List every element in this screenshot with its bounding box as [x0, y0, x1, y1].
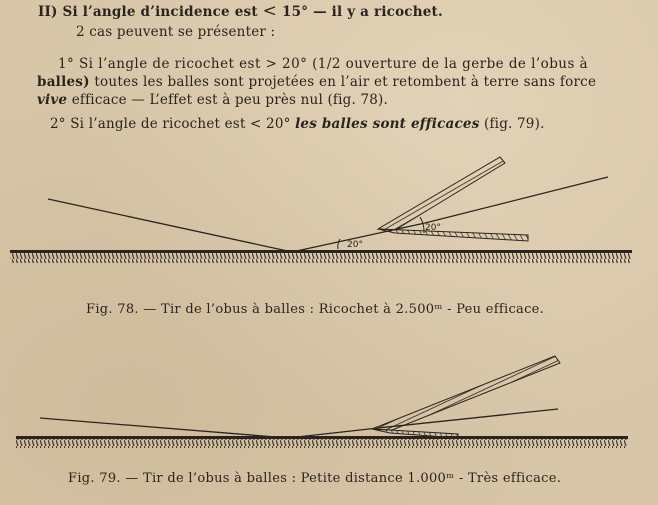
case1-line2-rest: toutes les balles sont projetées en l’air et retombent à terre sans force	[94, 74, 597, 90]
ground-hatch-78	[10, 253, 632, 263]
incoming-trajectory-79	[40, 418, 288, 438]
case1-line1: 1° Si l’angle de ricochet est > 20° (1/2 ouverture de la gerbe de l’obus à	[58, 56, 589, 72]
ground-line-79	[16, 436, 628, 439]
case2-prefix: 2° Si l’angle de ricochet est < 20°	[50, 116, 291, 132]
angle-arc-lower-78	[338, 239, 340, 249]
ground-line-78	[10, 250, 632, 253]
case2-line	[50, 116, 545, 132]
case1-line3-rest: efficace — L’effet est à peu près nul (fig. 78).	[71, 92, 389, 108]
case2-suffix: (fig. 79).	[484, 116, 545, 132]
ground-hatch-79	[16, 439, 628, 448]
less-than-symbol: <	[262, 1, 278, 21]
figure-79-diagram	[0, 350, 658, 460]
section-heading-prefix: II) Si l’angle d’incidence est	[38, 4, 258, 20]
case1-line2-bold: balles)	[37, 74, 90, 90]
case2-italic: les balles sont efficaces	[295, 116, 480, 132]
figure-78-diagram	[0, 145, 658, 285]
section-heading-value: 15° — il y a ricochet.	[282, 4, 443, 20]
angle-label-lower-78: 20°	[347, 240, 363, 250]
sheaf-axis-line-78	[425, 177, 608, 223]
angle-label-upper-78: 20°	[425, 223, 441, 233]
section-heading	[38, 3, 443, 20]
case1-line3-bold: vive	[37, 92, 68, 108]
figure-79-caption: Fig. 79. — Tir de l’obus à balles : Petite distance 1.000ᵐ - Très efficace.	[68, 471, 562, 486]
lower-hatched-cone-78	[378, 229, 528, 241]
cases-intro: 2 cas peuvent se présenter :	[76, 24, 276, 40]
case1-line2	[37, 74, 596, 90]
case1-line3	[37, 92, 388, 108]
incoming-trajectory-78	[48, 199, 292, 252]
figure-78-caption: Fig. 78. — Tir de l’obus à balles : Ricochet à 2.500ᵐ - Peu efficace.	[86, 302, 545, 317]
